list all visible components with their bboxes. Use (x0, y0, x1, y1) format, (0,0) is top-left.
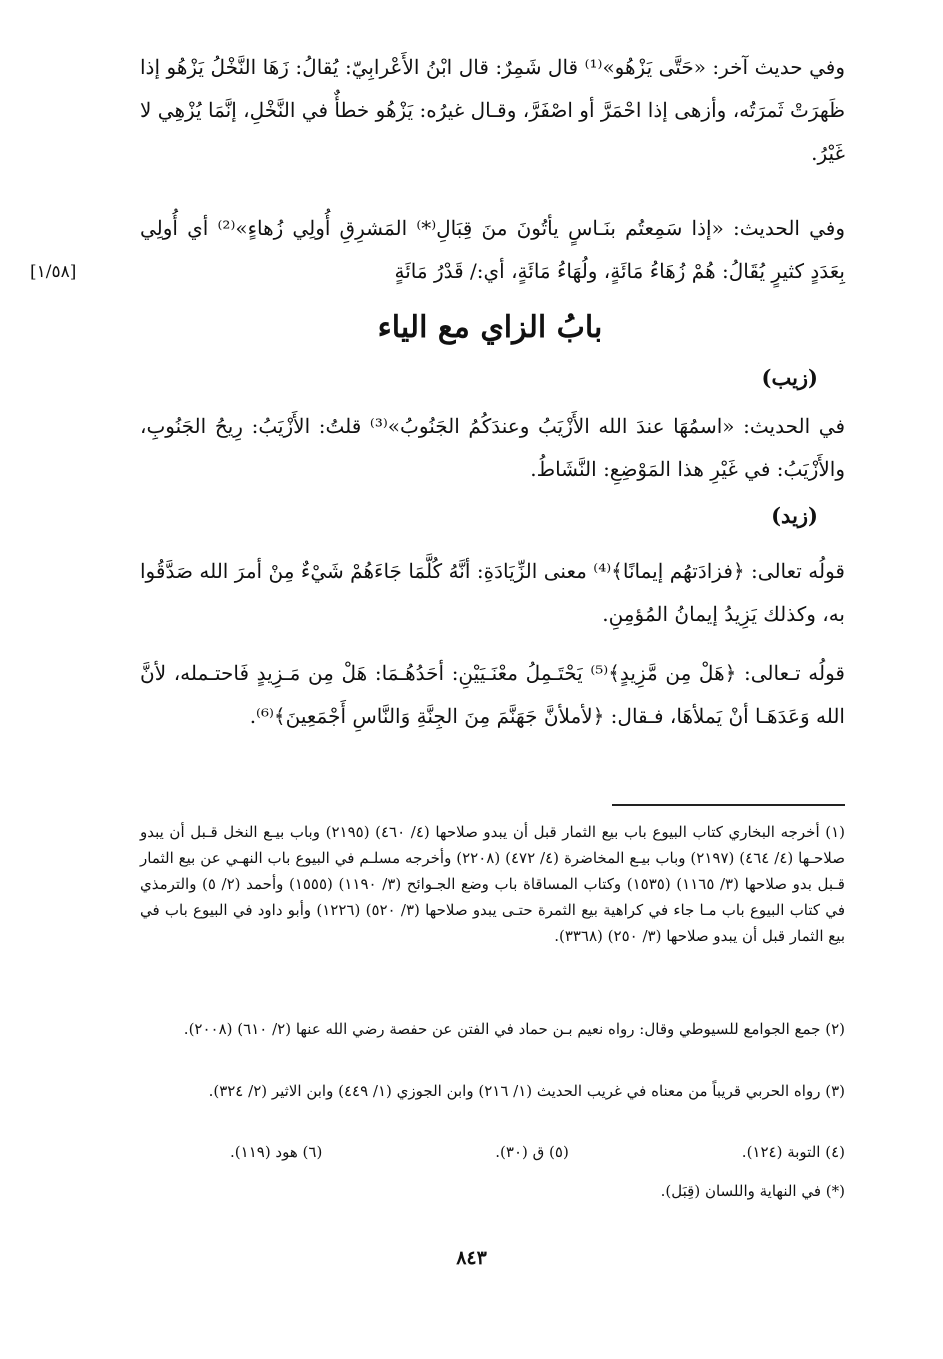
chapter-title: بابُ الزاي مع الياء (377, 310, 603, 345)
margin-page-marker: [١/٥٨] (30, 262, 77, 282)
paragraph-mazid: قولُه تـعالى: ﴿هَلْ مِن مَّزِيدٍ﴾⁽⁵⁾ يَحْتَـمِلُ معْنَـيَيْنِ: أحَدُهُـمَا: هَلْ مِن مَـزِيدٍ فَاحتـمله، لأنَّ الله وَعَدَهَـا أنْ يَملأهَا، فـقال: ﴿لأملأنَّ جَهَنَّمَ مِنَ الجِنَّةِ وَالنَّاسِ أَجْمَعِينَ﴾⁽⁶⁾. (140, 661, 845, 728)
footnote-1: (١) أخرجه البخاري كتاب البيوع باب بيع الثمار قبل أن يبدو صلاحها (٤/ ٤٦٠) (٢١٩٥) وباب بيـع النخل قـبل أن يبدو صلاحـها (٤/ ٤٦٤) (٢١٩٧) وباب بيـع المخاضرة (٤/ ٤٧٢) (٢٢٠٨) وأخرجه مسلـم في البيوع باب النهـي عن بيع الثمار قـبل بدو صلاحها (٣/ ١١٦٥) (١٥٣٥) وكتاب المساقاة باب وضع الجـوائح (٣/ ١١٩٠) (١٥٥٥) وأحمد (٢/ ٥) والترمذي في كتاب البيوع باب مـا جاء في كراهية بيع الثمرة حتـى يبدو صلاحها (٣/ ٥٢٠) (١٢٢٦) وأبو داود في البيوع باب في بيع الثمار قبل أن يبدو صلاحها (٣/ ٢٥٠) (٣٣٦٨). (140, 823, 845, 945)
paragraph-ziyada: قولُه تعالى: ﴿فزادَتهُم إيمانًا﴾⁽⁴⁾ معنى الزِّيَادَةِ: أنَّهُ كُلَّمَا جَاءَهُمْ شَيْءٌ مِنْ أمرَ الله صَدَّقُوا به، وكذلك يَزِيدُ إيمانُ المُؤمِنِ. (140, 559, 845, 626)
root-heading-zyd: (زيد) (771, 503, 818, 528)
footnote-3: (٣) رواه الحربي قريباً من معناه في غريب الحديث (١/ ٢١٦) وابن الجوزي (١/ ٤٤٩) وابن الاثير (٢/ ٣٢٤). (208, 1082, 845, 1100)
paragraph-azyab: في الحديث: «اسمُهَا عندَ الله الأَزْيَبُ وعندَكُمُ الجَنُوبُ»⁽³⁾ قلتُ: الأَزْيَبُ: رِيحُ الجَنُوبِ، والأَزْيَبُ: في غَيْرِ هذا المَوْضِعِ: النَّشَاطُ. (140, 414, 846, 481)
footnote-6: (٦) هود (١١٩). (230, 1143, 323, 1161)
root-heading-zyb: (زيب) (761, 365, 818, 390)
footnote-4: (٤) التوبة (١٢٤). (741, 1143, 845, 1161)
footnote-5: (٥) ق (٣٠). (495, 1143, 569, 1161)
footnote-separator (612, 804, 845, 806)
paragraph-zuha: وفي الحديث: «إذا سَمِعتُم بنَـاسٍ يأتُونَ منَ قِبَالِ⁽*⁾ المَشرِقِ أُولِي زُهاءٍ»⁽²⁾ أي أُولِي بِعَدَدٍ كثيرٍ يُقَالُ: هُمْ زُهَاءُ مَائَةٍ، ولُهَاءُ مَائَةٍ، أي:/ قَدْرُ مَائَةٍ (140, 216, 845, 283)
footnotes-4-5-6-row (230, 1143, 845, 1161)
footnote-star: (*) في النهاية واللسان (قِبَل). (660, 1182, 845, 1200)
footnote-2: (٢) جمع الجوامع للسيوطي وقال: رواه نعيم بـن حماد في الفتن عن حفصة رضي الله عنها (٢/ ٦١٠) (٢٠٠٨). (183, 1020, 845, 1038)
paragraph-zaha: وفي حديث آخر: «حَتَّى يَزْهُو»⁽¹⁾ قال شَمِرٌ: قال ابْنُ الأَعْرابِيّ: يُقالُ: زَهَا النَّخْلُ يَزْهُو إذا ظَهرَتْ ثَمرَتُه، وأزهى إذا احْمَرَّ أو اصْفَرَّ، وقـال غيرُه: يَزْهُو خطأٌ في النَّخْلِ، إنَّمَا يُزْهِي لا غَيْرُ. (140, 55, 845, 165)
page-number: ٨٤٣ (456, 1247, 487, 1269)
